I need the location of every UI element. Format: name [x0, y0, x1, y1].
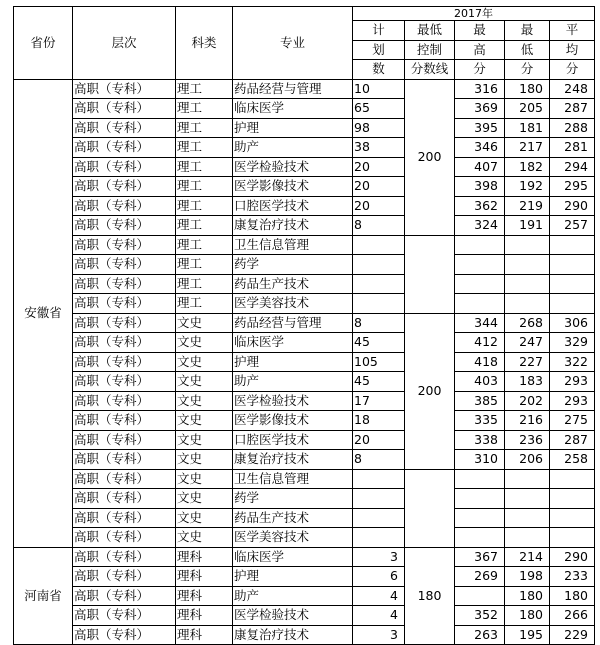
level-cell: 高职（专科） [73, 138, 176, 158]
plan-cell [353, 508, 405, 528]
avg-score-cell: 329 [550, 333, 595, 353]
level-cell: 高职（专科） [73, 372, 176, 392]
major-cell: 卫生信息管理 [233, 235, 353, 255]
province-cell: 河南省 [14, 547, 73, 645]
avg-score-cell [550, 489, 595, 509]
header-control-3: 分数线 [405, 60, 455, 80]
level-cell: 高职（专科） [73, 118, 176, 138]
table-row [14, 352, 595, 372]
avg-score-cell: 287 [550, 430, 595, 450]
level-cell: 高职（专科） [73, 391, 176, 411]
header-min-2: 低 [505, 40, 550, 60]
major-cell: 医学美容技术 [233, 528, 353, 548]
avg-score-cell: 257 [550, 216, 595, 236]
header-min-1: 最 [505, 21, 550, 41]
table-row [14, 508, 595, 528]
header-max-2: 高 [455, 40, 505, 60]
header-plan-1: 计 [353, 21, 405, 41]
major-cell: 药学 [233, 255, 353, 275]
header-plan-2: 划 [353, 40, 405, 60]
category-cell: 理科 [176, 547, 233, 567]
min-score-cell: 206 [505, 450, 550, 470]
max-score-cell: 346 [455, 138, 505, 158]
avg-score-cell: 287 [550, 99, 595, 119]
table-row [14, 586, 595, 606]
major-cell: 医学检验技术 [233, 391, 353, 411]
avg-score-cell [550, 508, 595, 528]
category-cell: 理工 [176, 118, 233, 138]
category-cell: 文史 [176, 450, 233, 470]
max-score-cell [455, 235, 505, 255]
category-cell: 理工 [176, 235, 233, 255]
level-cell: 高职（专科） [73, 294, 176, 314]
min-score-cell [505, 469, 550, 489]
plan-cell: 10 [353, 79, 405, 99]
level-cell: 高职（专科） [73, 469, 176, 489]
avg-score-cell: 275 [550, 411, 595, 431]
table-row [14, 216, 595, 236]
category-cell: 理工 [176, 196, 233, 216]
plan-cell [353, 255, 405, 275]
major-cell: 护理 [233, 567, 353, 587]
plan-cell: 20 [353, 196, 405, 216]
table-row [14, 469, 595, 489]
plan-cell: 38 [353, 138, 405, 158]
major-cell: 护理 [233, 118, 353, 138]
min-score-cell: 180 [505, 586, 550, 606]
category-cell: 理工 [176, 99, 233, 119]
category-cell: 理科 [176, 567, 233, 587]
avg-score-cell: 281 [550, 138, 595, 158]
table-row [14, 528, 595, 548]
avg-score-cell [550, 469, 595, 489]
level-cell: 高职（专科） [73, 352, 176, 372]
category-cell: 理工 [176, 216, 233, 236]
level-cell: 高职（专科） [73, 313, 176, 333]
table-row [14, 489, 595, 509]
min-score-cell: 214 [505, 547, 550, 567]
min-score-cell: 182 [505, 157, 550, 177]
min-score-cell: 191 [505, 216, 550, 236]
table-row [14, 625, 595, 645]
plan-cell [353, 528, 405, 548]
min-score-cell: 198 [505, 567, 550, 587]
table-row [14, 333, 595, 353]
category-cell: 文史 [176, 352, 233, 372]
min-score-cell [505, 255, 550, 275]
major-cell: 医学影像技术 [233, 411, 353, 431]
category-cell: 理科 [176, 586, 233, 606]
header-avg-2: 均 [550, 40, 595, 60]
table-row [14, 430, 595, 450]
level-cell: 高职（专科） [73, 411, 176, 431]
admission-table-container [13, 6, 595, 645]
level-cell: 高职（专科） [73, 235, 176, 255]
plan-cell [353, 235, 405, 255]
major-cell: 护理 [233, 352, 353, 372]
plan-cell: 45 [353, 372, 405, 392]
table-row [14, 177, 595, 197]
plan-cell [353, 489, 405, 509]
max-score-cell: 369 [455, 99, 505, 119]
control-score-cell [405, 469, 455, 547]
avg-score-cell: 306 [550, 313, 595, 333]
level-cell: 高职（专科） [73, 430, 176, 450]
level-cell: 高职（专科） [73, 177, 176, 197]
min-score-cell [505, 508, 550, 528]
major-cell: 临床医学 [233, 333, 353, 353]
avg-score-cell: 229 [550, 625, 595, 645]
table-row [14, 118, 595, 138]
header-avg-1: 平 [550, 21, 595, 41]
major-cell: 助产 [233, 372, 353, 392]
plan-cell: 8 [353, 216, 405, 236]
category-cell: 文史 [176, 372, 233, 392]
min-score-cell: 195 [505, 625, 550, 645]
level-cell: 高职（专科） [73, 255, 176, 275]
category-cell: 理科 [176, 606, 233, 626]
plan-cell: 98 [353, 118, 405, 138]
category-cell: 文史 [176, 333, 233, 353]
min-score-cell [505, 274, 550, 294]
category-cell: 理工 [176, 255, 233, 275]
level-cell: 高职（专科） [73, 157, 176, 177]
major-cell: 药品经营与管理 [233, 313, 353, 333]
plan-cell: 8 [353, 450, 405, 470]
max-score-cell [455, 489, 505, 509]
header-avg-3: 分 [550, 60, 595, 80]
major-cell: 药学 [233, 489, 353, 509]
major-cell: 康复治疗技术 [233, 216, 353, 236]
category-cell: 文史 [176, 528, 233, 548]
plan-cell: 18 [353, 411, 405, 431]
max-score-cell: 324 [455, 216, 505, 236]
level-cell: 高职（专科） [73, 606, 176, 626]
level-cell: 高职（专科） [73, 586, 176, 606]
min-score-cell: 183 [505, 372, 550, 392]
min-score-cell: 205 [505, 99, 550, 119]
level-cell: 高职（专科） [73, 625, 176, 645]
major-cell: 医学美容技术 [233, 294, 353, 314]
category-cell: 文史 [176, 508, 233, 528]
major-cell: 医学检验技术 [233, 606, 353, 626]
header-max-3: 分 [455, 60, 505, 80]
table-row [14, 606, 595, 626]
max-score-cell [455, 508, 505, 528]
min-score-cell [505, 528, 550, 548]
min-score-cell: 180 [505, 79, 550, 99]
min-score-cell: 236 [505, 430, 550, 450]
category-cell: 理工 [176, 138, 233, 158]
avg-score-cell [550, 528, 595, 548]
avg-score-cell [550, 255, 595, 275]
category-cell: 理工 [176, 294, 233, 314]
header-major: 专业 [233, 7, 353, 80]
control-score-cell: 200 [405, 79, 455, 235]
table-row [14, 157, 595, 177]
max-score-cell: 338 [455, 430, 505, 450]
control-score-cell: 200 [405, 313, 455, 469]
control-score-cell [405, 235, 455, 313]
max-score-cell: 362 [455, 196, 505, 216]
major-cell: 康复治疗技术 [233, 625, 353, 645]
avg-score-cell [550, 294, 595, 314]
header-control-1: 最低 [405, 21, 455, 41]
plan-cell: 3 [353, 625, 405, 645]
max-score-cell: 316 [455, 79, 505, 99]
min-score-cell: 217 [505, 138, 550, 158]
plan-cell: 20 [353, 430, 405, 450]
min-score-cell [505, 489, 550, 509]
plan-cell: 8 [353, 313, 405, 333]
max-score-cell: 269 [455, 567, 505, 587]
avg-score-cell: 322 [550, 352, 595, 372]
category-cell: 文史 [176, 430, 233, 450]
max-score-cell: 352 [455, 606, 505, 626]
level-cell: 高职（专科） [73, 333, 176, 353]
major-cell: 药品经营与管理 [233, 79, 353, 99]
level-cell: 高职（专科） [73, 274, 176, 294]
table-row [14, 313, 595, 333]
table-row [14, 547, 595, 567]
avg-score-cell: 293 [550, 391, 595, 411]
plan-cell: 65 [353, 99, 405, 119]
max-score-cell: 398 [455, 177, 505, 197]
plan-cell [353, 469, 405, 489]
table-row [14, 235, 595, 255]
header-category: 科类 [176, 7, 233, 80]
table-row [14, 294, 595, 314]
table-row [14, 196, 595, 216]
avg-score-cell: 233 [550, 567, 595, 587]
min-score-cell [505, 294, 550, 314]
major-cell: 临床医学 [233, 99, 353, 119]
min-score-cell: 268 [505, 313, 550, 333]
avg-score-cell: 295 [550, 177, 595, 197]
avg-score-cell: 180 [550, 586, 595, 606]
min-score-cell: 247 [505, 333, 550, 353]
max-score-cell: 412 [455, 333, 505, 353]
header-max-1: 最 [455, 21, 505, 41]
level-cell: 高职（专科） [73, 79, 176, 99]
avg-score-cell: 293 [550, 372, 595, 392]
plan-cell: 105 [353, 352, 405, 372]
table-row [14, 255, 595, 275]
avg-score-cell: 290 [550, 196, 595, 216]
plan-cell: 17 [353, 391, 405, 411]
level-cell: 高职（专科） [73, 196, 176, 216]
min-score-cell: 219 [505, 196, 550, 216]
admission-score-table [13, 6, 595, 645]
min-score-cell: 181 [505, 118, 550, 138]
level-cell: 高职（专科） [73, 547, 176, 567]
plan-cell: 20 [353, 157, 405, 177]
min-score-cell: 180 [505, 606, 550, 626]
avg-score-cell: 248 [550, 79, 595, 99]
avg-score-cell: 290 [550, 547, 595, 567]
table-row [14, 411, 595, 431]
avg-score-cell: 288 [550, 118, 595, 138]
avg-score-cell: 266 [550, 606, 595, 626]
max-score-cell: 407 [455, 157, 505, 177]
major-cell: 康复治疗技术 [233, 450, 353, 470]
table-row [14, 391, 595, 411]
table-row [14, 450, 595, 470]
max-score-cell [455, 274, 505, 294]
level-cell: 高职（专科） [73, 567, 176, 587]
header-control-2: 控制 [405, 40, 455, 60]
category-cell: 文史 [176, 313, 233, 333]
category-cell: 理工 [176, 177, 233, 197]
major-cell: 卫生信息管理 [233, 469, 353, 489]
max-score-cell: 367 [455, 547, 505, 567]
major-cell: 医学检验技术 [233, 157, 353, 177]
level-cell: 高职（专科） [73, 216, 176, 236]
category-cell: 理工 [176, 79, 233, 99]
avg-score-cell [550, 235, 595, 255]
header-plan-3: 数 [353, 60, 405, 80]
min-score-cell: 202 [505, 391, 550, 411]
header-year: 2017年 [353, 7, 595, 21]
major-cell: 助产 [233, 586, 353, 606]
avg-score-cell: 258 [550, 450, 595, 470]
major-cell: 口腔医学技术 [233, 430, 353, 450]
max-score-cell: 403 [455, 372, 505, 392]
major-cell: 医学影像技术 [233, 177, 353, 197]
min-score-cell: 227 [505, 352, 550, 372]
category-cell: 文史 [176, 391, 233, 411]
category-cell: 文史 [176, 489, 233, 509]
max-score-cell [455, 528, 505, 548]
header-row-1 [14, 7, 595, 21]
header-min-3: 分 [505, 60, 550, 80]
min-score-cell: 216 [505, 411, 550, 431]
min-score-cell: 192 [505, 177, 550, 197]
max-score-cell [455, 255, 505, 275]
table-row [14, 79, 595, 99]
major-cell: 临床医学 [233, 547, 353, 567]
max-score-cell: 395 [455, 118, 505, 138]
major-cell: 口腔医学技术 [233, 196, 353, 216]
max-score-cell [455, 586, 505, 606]
min-score-cell [505, 235, 550, 255]
plan-cell: 4 [353, 586, 405, 606]
max-score-cell [455, 294, 505, 314]
avg-score-cell: 294 [550, 157, 595, 177]
max-score-cell: 418 [455, 352, 505, 372]
major-cell: 药品生产技术 [233, 508, 353, 528]
plan-cell: 6 [353, 567, 405, 587]
header-province: 省份 [14, 7, 73, 80]
level-cell: 高职（专科） [73, 489, 176, 509]
category-cell: 理工 [176, 157, 233, 177]
table-row [14, 372, 595, 392]
table-row [14, 567, 595, 587]
major-cell: 药品生产技术 [233, 274, 353, 294]
table-row [14, 138, 595, 158]
plan-cell [353, 274, 405, 294]
level-cell: 高职（专科） [73, 508, 176, 528]
plan-cell [353, 294, 405, 314]
avg-score-cell [550, 274, 595, 294]
level-cell: 高职（专科） [73, 528, 176, 548]
max-score-cell: 385 [455, 391, 505, 411]
plan-cell: 45 [353, 333, 405, 353]
level-cell: 高职（专科） [73, 450, 176, 470]
max-score-cell: 344 [455, 313, 505, 333]
category-cell: 文史 [176, 469, 233, 489]
category-cell: 文史 [176, 411, 233, 431]
control-score-cell: 180 [405, 547, 455, 645]
table-row [14, 99, 595, 119]
max-score-cell: 310 [455, 450, 505, 470]
category-cell: 理科 [176, 625, 233, 645]
max-score-cell: 335 [455, 411, 505, 431]
level-cell: 高职（专科） [73, 99, 176, 119]
max-score-cell [455, 469, 505, 489]
max-score-cell: 263 [455, 625, 505, 645]
major-cell: 助产 [233, 138, 353, 158]
plan-cell: 3 [353, 547, 405, 567]
plan-cell: 20 [353, 177, 405, 197]
plan-cell: 4 [353, 606, 405, 626]
category-cell: 理工 [176, 274, 233, 294]
province-cell: 安徽省 [14, 79, 73, 547]
table-row [14, 274, 595, 294]
header-level: 层次 [73, 7, 176, 80]
